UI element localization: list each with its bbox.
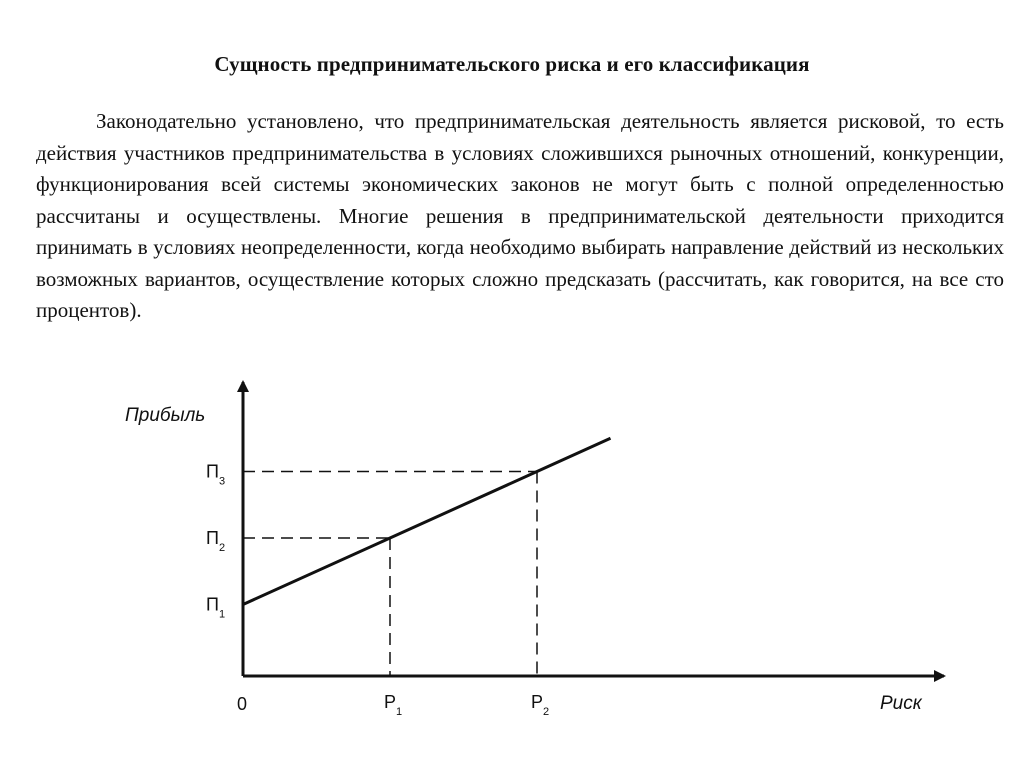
body-paragraph: Законодательно установлено, что предпринимательская деятельность является рисковой, то есть действия участников предпринимательства в условиях сложившихся рыночных отношений, конкуренции, функционирования всей системы экономических законов не могут быть с полной определенностью рассчитаны и осуществлены. Многие решения в предпринимательской деятельности приходится принимать в условиях неопределенности, когда необходимо выбирать направление действий из нескольких возможных вариантов, осуществление которых сложно предсказать (рассчитать, как говорится, на все сто процентов). — [36, 109, 1004, 322]
origin-label: 0 — [237, 694, 248, 714]
y-tick-label-3 — [206, 462, 225, 488]
y-tick-labels — [206, 462, 225, 621]
y-tick-sub: 1 — [218, 608, 226, 621]
y-tick-label-2 — [206, 528, 225, 554]
x-tick-label-2 — [531, 692, 549, 718]
profit-risk-chart — [0, 360, 1024, 767]
x-tick-label-1 — [384, 692, 402, 718]
page-title: Сущность предпринимательского риска и его классификация — [214, 52, 810, 76]
guide-lines — [243, 472, 537, 677]
y-tick-sub: 2 — [218, 542, 226, 554]
y-tick-main: П — [206, 594, 219, 615]
series-line-1 — [243, 438, 611, 604]
x-tick-sub: 1 — [396, 706, 403, 718]
series-lines — [243, 438, 611, 604]
x-tick-labels — [384, 692, 549, 718]
x-tick-main: Р — [384, 692, 397, 712]
x-tick-main: Р — [531, 692, 544, 712]
y-tick-sub: 3 — [218, 475, 226, 488]
y-axis-label: Прибыль — [125, 405, 206, 426]
y-tick-label-1 — [206, 595, 225, 621]
x-axis-label: Риск — [880, 693, 922, 714]
y-tick-main: П — [206, 461, 219, 482]
y-tick-main: П — [206, 528, 219, 548]
x-tick-sub: 2 — [543, 706, 550, 718]
